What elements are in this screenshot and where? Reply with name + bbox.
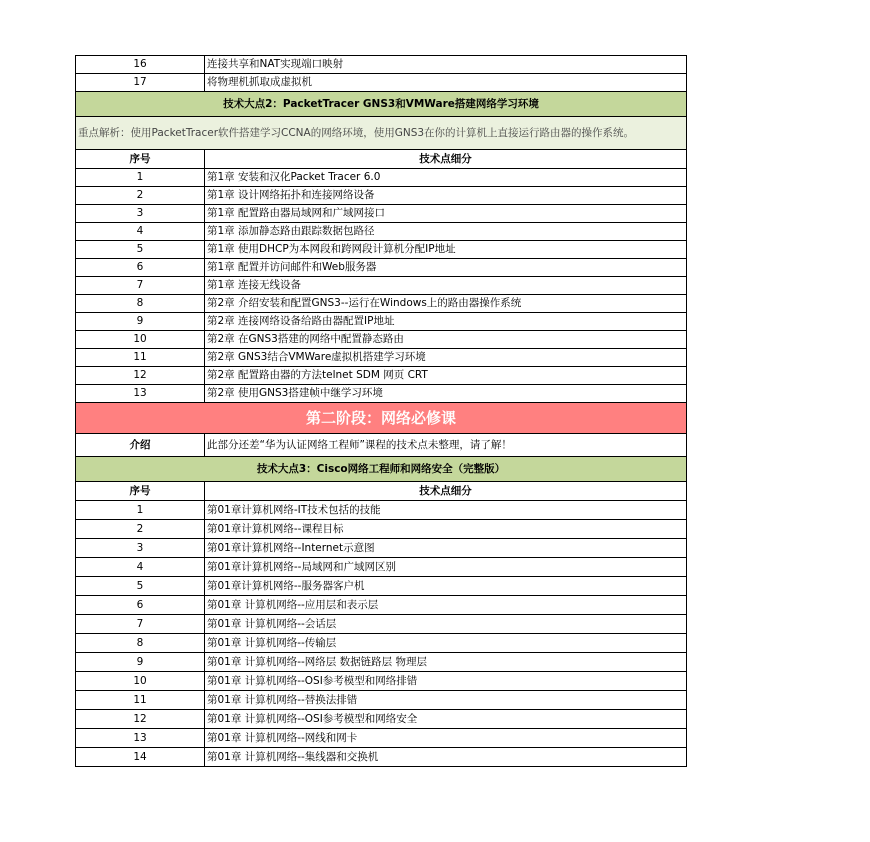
table-row [76,653,687,672]
row-number: 5 [76,241,205,259]
course-table [75,55,687,767]
row-number: 1 [76,169,205,187]
row-topic: 第1章 使用DHCP为本网段和跨网段计算机分配IP地址 [205,241,687,259]
row-topic: 将物理机抓取成虚拟机 [205,74,687,92]
table-row [76,295,687,313]
table-row [76,205,687,223]
table-row [76,277,687,295]
table-row [76,331,687,349]
table-row [76,74,687,92]
row-number: 12 [76,710,205,729]
row-number: 11 [76,349,205,367]
section3-header [76,457,687,482]
row-number: 14 [76,748,205,767]
stage-banner [76,403,687,434]
column-header-topic: 技术点细分 [205,150,687,169]
row-number: 3 [76,205,205,223]
row-topic: 第01章 计算机网络--OSI参考模型和网络安全 [205,710,687,729]
row-topic: 连接共享和NAT实现端口映射 [205,56,687,74]
row-topic: 第1章 安装和汉化Packet Tracer 6.0 [205,169,687,187]
row-number: 2 [76,187,205,205]
row-topic: 第1章 设计网络拓扑和连接网络设备 [205,187,687,205]
table-row [76,385,687,403]
table-row [76,710,687,729]
table-row [76,259,687,277]
section2-column-header [76,150,687,169]
row-topic: 第01章 计算机网络--集线器和交换机 [205,748,687,767]
row-number: 13 [76,385,205,403]
row-topic: 第2章 GNS3结合VMWare虚拟机搭建学习环境 [205,349,687,367]
section2-title: 技术大点2：PacketTracer GNS3和VMWare搭建网络学习环境 [76,92,687,117]
row-topic: 第01章 计算机网络--会话层 [205,615,687,634]
row-number: 9 [76,653,205,672]
row-number: 8 [76,634,205,653]
row-topic: 第01章 计算机网络--网线和网卡 [205,729,687,748]
row-topic: 第01章 计算机网络--OSI参考模型和网络排错 [205,672,687,691]
intro-row [76,434,687,457]
table-row [76,187,687,205]
row-number: 10 [76,672,205,691]
row-number: 16 [76,56,205,74]
row-topic: 第01章计算机网络--服务器客户机 [205,577,687,596]
row-number: 7 [76,615,205,634]
row-number: 13 [76,729,205,748]
row-topic: 第2章 在GNS3搭建的网络中配置静态路由 [205,331,687,349]
table-row [76,501,687,520]
section2-header [76,92,687,117]
table-row [76,615,687,634]
table-row [76,223,687,241]
table-row [76,241,687,259]
table-row [76,367,687,385]
row-topic: 第01章 计算机网络--替换法排错 [205,691,687,710]
row-topic: 第01章计算机网络--Internet示意图 [205,539,687,558]
row-number: 11 [76,691,205,710]
row-number: 12 [76,367,205,385]
row-number: 17 [76,74,205,92]
row-number: 6 [76,259,205,277]
table-row [76,634,687,653]
row-number: 2 [76,520,205,539]
table-row [76,349,687,367]
row-topic: 第2章 连接网络设备给路由器配置IP地址 [205,313,687,331]
row-number: 3 [76,539,205,558]
table-row [76,672,687,691]
row-topic: 第1章 连接无线设备 [205,277,687,295]
row-number: 8 [76,295,205,313]
table-row [76,729,687,748]
section2-note: 重点解析：使用PacketTracer软件搭建学习CCNA的网络环境，使用GNS3在你的计算机上直接运行路由器的操作系统。 [76,117,687,150]
section2-note-row [76,117,687,150]
table-row [76,691,687,710]
row-topic: 第2章 配置路由器的方法telnet SDM 网页 CRT [205,367,687,385]
row-number: 5 [76,577,205,596]
course-table-body [76,56,687,767]
row-topic: 第2章 使用GNS3搭建帧中继学习环境 [205,385,687,403]
row-number: 7 [76,277,205,295]
table-row [76,596,687,615]
row-number: 1 [76,501,205,520]
column-header-no: 序号 [76,482,205,501]
table-row [76,169,687,187]
row-topic: 第1章 配置并访问邮件和Web服务器 [205,259,687,277]
section3-column-header [76,482,687,501]
row-number: 4 [76,558,205,577]
table-row [76,748,687,767]
row-topic: 第1章 添加静态路由跟踪数据包路径 [205,223,687,241]
table-row [76,313,687,331]
table-row [76,577,687,596]
table-row [76,539,687,558]
row-topic: 第01章 计算机网络--应用层和表示层 [205,596,687,615]
row-topic: 第1章 配置路由器局域网和广域网接口 [205,205,687,223]
intro-label: 介绍 [76,434,205,457]
row-topic: 第01章计算机网络-IT技术包括的技能 [205,501,687,520]
row-number: 10 [76,331,205,349]
row-number: 9 [76,313,205,331]
row-topic: 第01章计算机网络--局域网和广域网区别 [205,558,687,577]
stage-title: 第二阶段：网络必修课 [76,403,687,434]
row-topic: 第01章计算机网络--课程目标 [205,520,687,539]
column-header-topic: 技术点细分 [205,482,687,501]
row-number: 6 [76,596,205,615]
column-header-no: 序号 [76,150,205,169]
row-number: 4 [76,223,205,241]
intro-text: 此部分还差“华为认证网络工程师”课程的技术点未整理，请了解！ [205,434,687,457]
row-topic: 第01章 计算机网络--网络层 数据链路层 物理层 [205,653,687,672]
table-row [76,520,687,539]
table-row [76,56,687,74]
row-topic: 第2章 介绍安装和配置GNS3--运行在Windows上的路由器操作系统 [205,295,687,313]
row-topic: 第01章 计算机网络--传输层 [205,634,687,653]
section3-title: 技术大点3：Cisco网络工程师和网络安全（完整版） [76,457,687,482]
table-row [76,558,687,577]
